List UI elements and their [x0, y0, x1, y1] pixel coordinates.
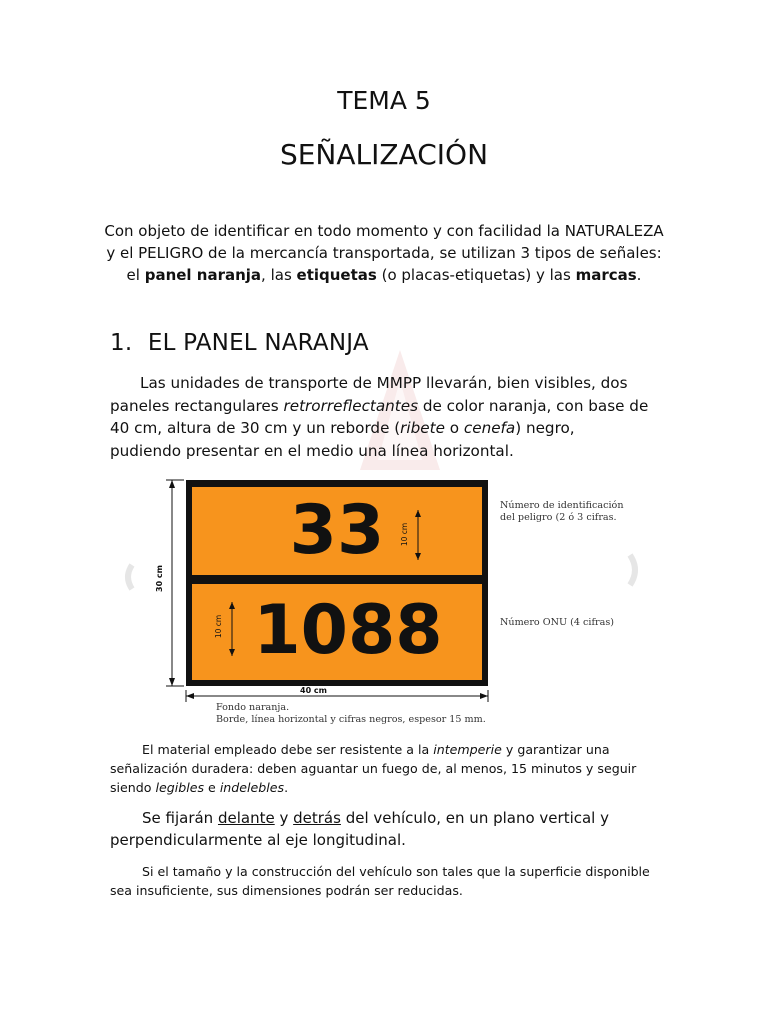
dimension-bottom-cell: 10 cm [214, 614, 224, 639]
intro-bold-etiquetas: etiquetas [296, 266, 377, 284]
chapter-title: SEÑALIZACIÓN [279, 138, 489, 171]
underline-detras: detrás [293, 809, 341, 827]
dimension-height-total: 30 cm [155, 565, 164, 592]
intro-line-3: el panel naranja, las etiquetas (o placas-etiquetas) y las marcas. [126, 266, 642, 284]
label-un-number: Número ONU (4 cifras) [500, 617, 615, 628]
chapter-label: TEMA 5 [337, 86, 431, 115]
figure-caption: Fondo naranja. Borde, línea horizontal y cifras negros, espesor 15 mm. [216, 702, 486, 725]
underline-delante: delante [217, 809, 275, 827]
label-hazard-id: Número de identificación del peligro (2 ó 3 cifras. [500, 500, 624, 523]
intro-paragraph [100, 220, 668, 286]
intro-bold-panel: panel naranja [144, 266, 262, 284]
paragraph-placement: Se fijarán delante y detrás del vehículo, en un plano vertical y perpendicularmente al eje longitudinal. [110, 809, 609, 849]
paragraph-size-reduction: Si el tamaño y la construcción del vehículo son tales que la superficie disponible sea insuficiente, sus dimensiones podrán ser reducidas. [110, 864, 650, 898]
section-heading [110, 330, 369, 356]
section-title: EL PANEL NARANJA [147, 330, 369, 356]
dimension-width: 40 cm [300, 686, 327, 695]
orange-panel-figure [120, 470, 640, 735]
dimension-top-cell: 10 cm [400, 522, 410, 547]
paragraph-material: El material empleado debe ser resistente a la intemperie y garantizar una señalización duradera: deben aguantar un fuego de, al menos, 15 minutos y seguir siendo legibles e indelebles. [110, 742, 637, 795]
intro-bold-marcas: marcas [575, 266, 637, 284]
paragraph-panel-description: Las unidades de transporte de MMPP llevarán, bien visibles, dos paneles rectangulares retrorreflectantes de color naranja, con base de 40 cm, altura de 30 cm y un reborde (ribete o cenefa) negro, pudiendo presentar en el medio una línea horizontal. [110, 374, 649, 460]
hazard-id-number: 33 [289, 491, 385, 570]
un-number: 1088 [253, 591, 443, 670]
intro-line-2: y el PELIGRO de la mercancía transportada, se utilizan 3 tipos de señales: [106, 244, 662, 262]
section-number: 1. [110, 330, 133, 356]
intro-line-1: Con objeto de identificar en todo momento y con facilidad la NATURALEZA [104, 222, 664, 240]
